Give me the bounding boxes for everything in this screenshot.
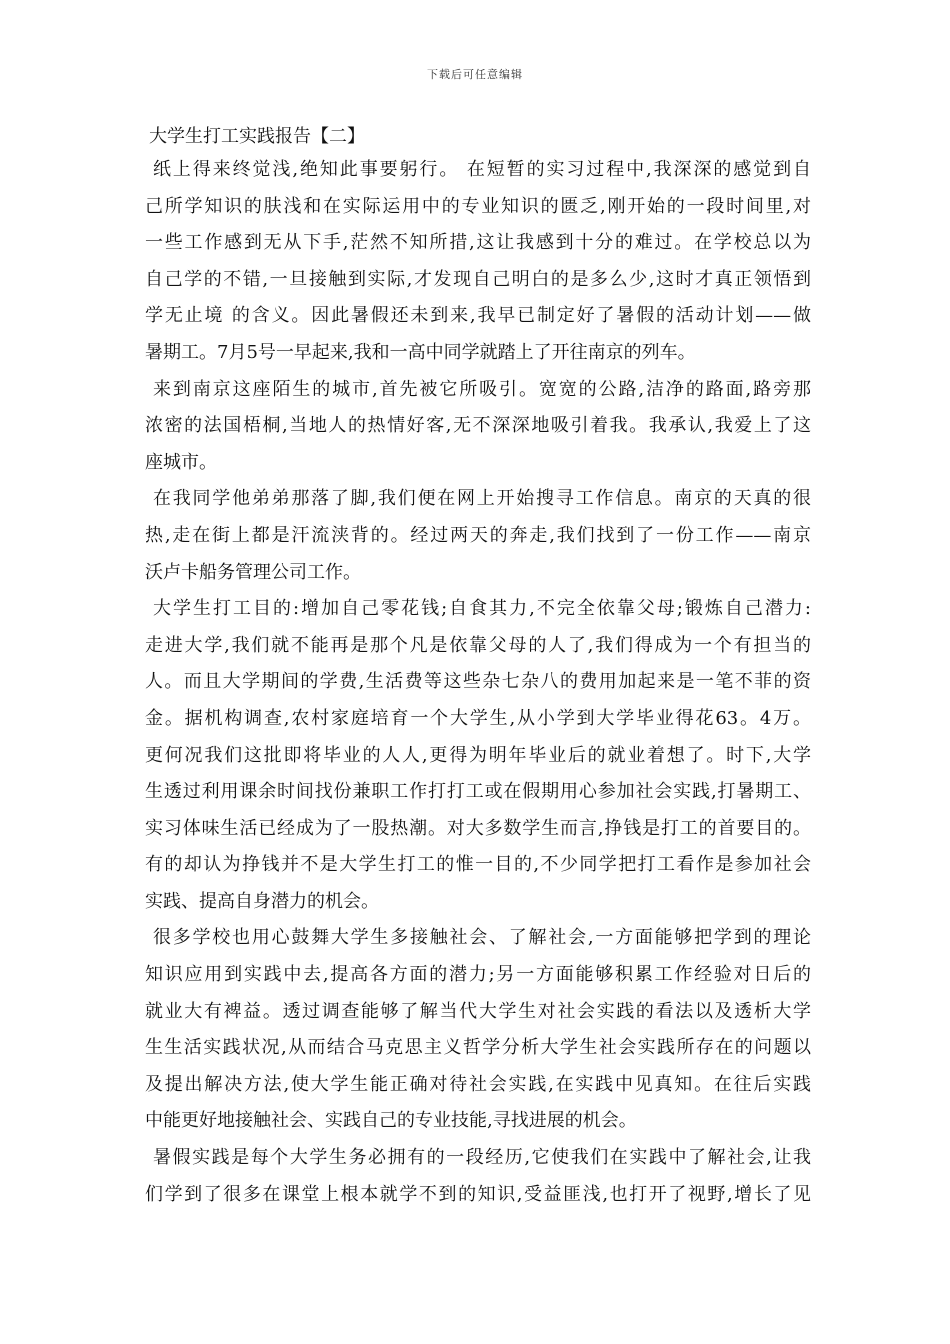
document-title: 大学生打工实践报告【二】	[149, 126, 365, 147]
paragraph-line: 很多学校也用心鼓舞大学生多接触社会、了解社会,一方面能够把学到的理论	[153, 927, 811, 949]
paragraph-line: 热,走在街上都是汗流浃背的。经过两天的奔走,我们找到了一份工作——南京	[145, 524, 811, 546]
paragraph-line: 自己学的不错,一旦接触到实际,才发现自己明白的是多么少,这时才真正领悟到	[145, 268, 811, 290]
paragraph-line: 在我同学他弟弟那落了脚,我们便在网上开始搜寻工作信息。南京的天真的很	[153, 488, 811, 510]
paragraph-line: 们学到了很多在课堂上根本就学不到的知识,受益匪浅,也打开了视野,增长了见	[145, 1183, 811, 1205]
paragraph-line: 生透过利用课余时间找份兼职工作打打工或在假期用心参加社会实践,打暑期工、	[145, 781, 811, 803]
paragraph-line: 纸上得来终觉浅,绝知此事要躬行。 在短暂的实习过程中,我深深的感觉到自	[153, 159, 811, 180]
paragraph-line: 实践、提高自身潜力的机会。	[145, 890, 379, 912]
paragraph-list	[145, 152, 811, 1213]
paragraph-line: 中能更好地接触社会、实践自己的专业技能,寻找进展的机会。	[145, 1110, 637, 1132]
document-body	[145, 122, 811, 1213]
paragraph-line: 知识应用到实践中去,提高各方面的潜力;另一方面能够积累工作经验对日后的	[145, 964, 811, 986]
paragraph-line: 座城市。	[145, 451, 217, 473]
paragraph-line: 更何况我们这批即将毕业的人人,更得为明年毕业后的就业着想了。时下,大学	[145, 744, 811, 766]
paragraph-line: 暑期工。7月5号一早起来,我和一高中同学就踏上了开往南京的列车。	[145, 341, 696, 363]
paragraph	[145, 372, 811, 482]
paragraph-line: 就业大有裨益。透过调查能够了解当代大学生对社会实践的看法以及透析大学	[145, 1000, 811, 1022]
header-note: 下载后可任意编辑	[427, 68, 523, 81]
paragraph-line: 沃卢卡船务管理公司工作。	[145, 561, 361, 583]
paragraph-line: 大学生打工目的:增加自己零花钱;自食其力,不完全依靠父母;锻炼自己潜力:	[153, 598, 811, 620]
paragraph-line: 走进大学,我们就不能再是那个凡是依靠父母的人了,我们得成为一个有担当的	[145, 634, 811, 656]
paragraph-line: 学无止境 的含义。因此暑假还未到来,我早已制定好了暑假的活动计划——做	[145, 305, 811, 327]
paragraph-line: 生生活实践状况,从而结合马克思主义哲学分析大学生社会实践所存在的问题以	[145, 1037, 811, 1059]
paragraph	[145, 920, 811, 1140]
paragraph-line: 金。据机构调查,农村家庭培育一个大学生,从小学到大学毕业得花63。4万。	[145, 707, 811, 729]
paragraph	[145, 152, 811, 372]
paragraph-line: 实习体味生活已经成为了一股热潮。对大多数学生而言,挣钱是打工的首要目的。	[145, 817, 811, 839]
paragraph-line: 人。而且大学期间的学费,生活费等这些杂七杂八的费用加起来是一笔不菲的资	[145, 671, 811, 693]
paragraph	[145, 591, 811, 920]
paragraph-line: 来到南京这座陌生的城市,首先被它所吸引。宽宽的公路,洁净的路面,路旁那	[153, 378, 811, 400]
paragraph-line: 有的却认为挣钱并不是大学生打工的惟一目的,不少同学把打工看作是参加社会	[145, 854, 811, 876]
paragraph-line: 暑假实践是每个大学生务必拥有的一段经历,它使我们在实践中了解社会,让我	[153, 1147, 811, 1169]
paragraph	[145, 481, 811, 591]
paragraph-line: 己所学知识的肤浅和在实际运用中的专业知识的匮乏,刚开始的一段时间里,对	[145, 195, 811, 217]
paragraph-line: 一些工作感到无从下手,茫然不知所措,这让我感到十分的难过。在学校总以为	[145, 232, 811, 254]
paragraph-line: 浓密的法国梧桐,当地人的热情好客,无不深深地吸引着我。我承认,我爱上了这	[145, 415, 811, 437]
paragraph-line: 及提出解决方法,使大学生能正确对待社会实践,在实践中见真知。在往后实践	[145, 1073, 811, 1095]
paragraph	[145, 1140, 811, 1213]
